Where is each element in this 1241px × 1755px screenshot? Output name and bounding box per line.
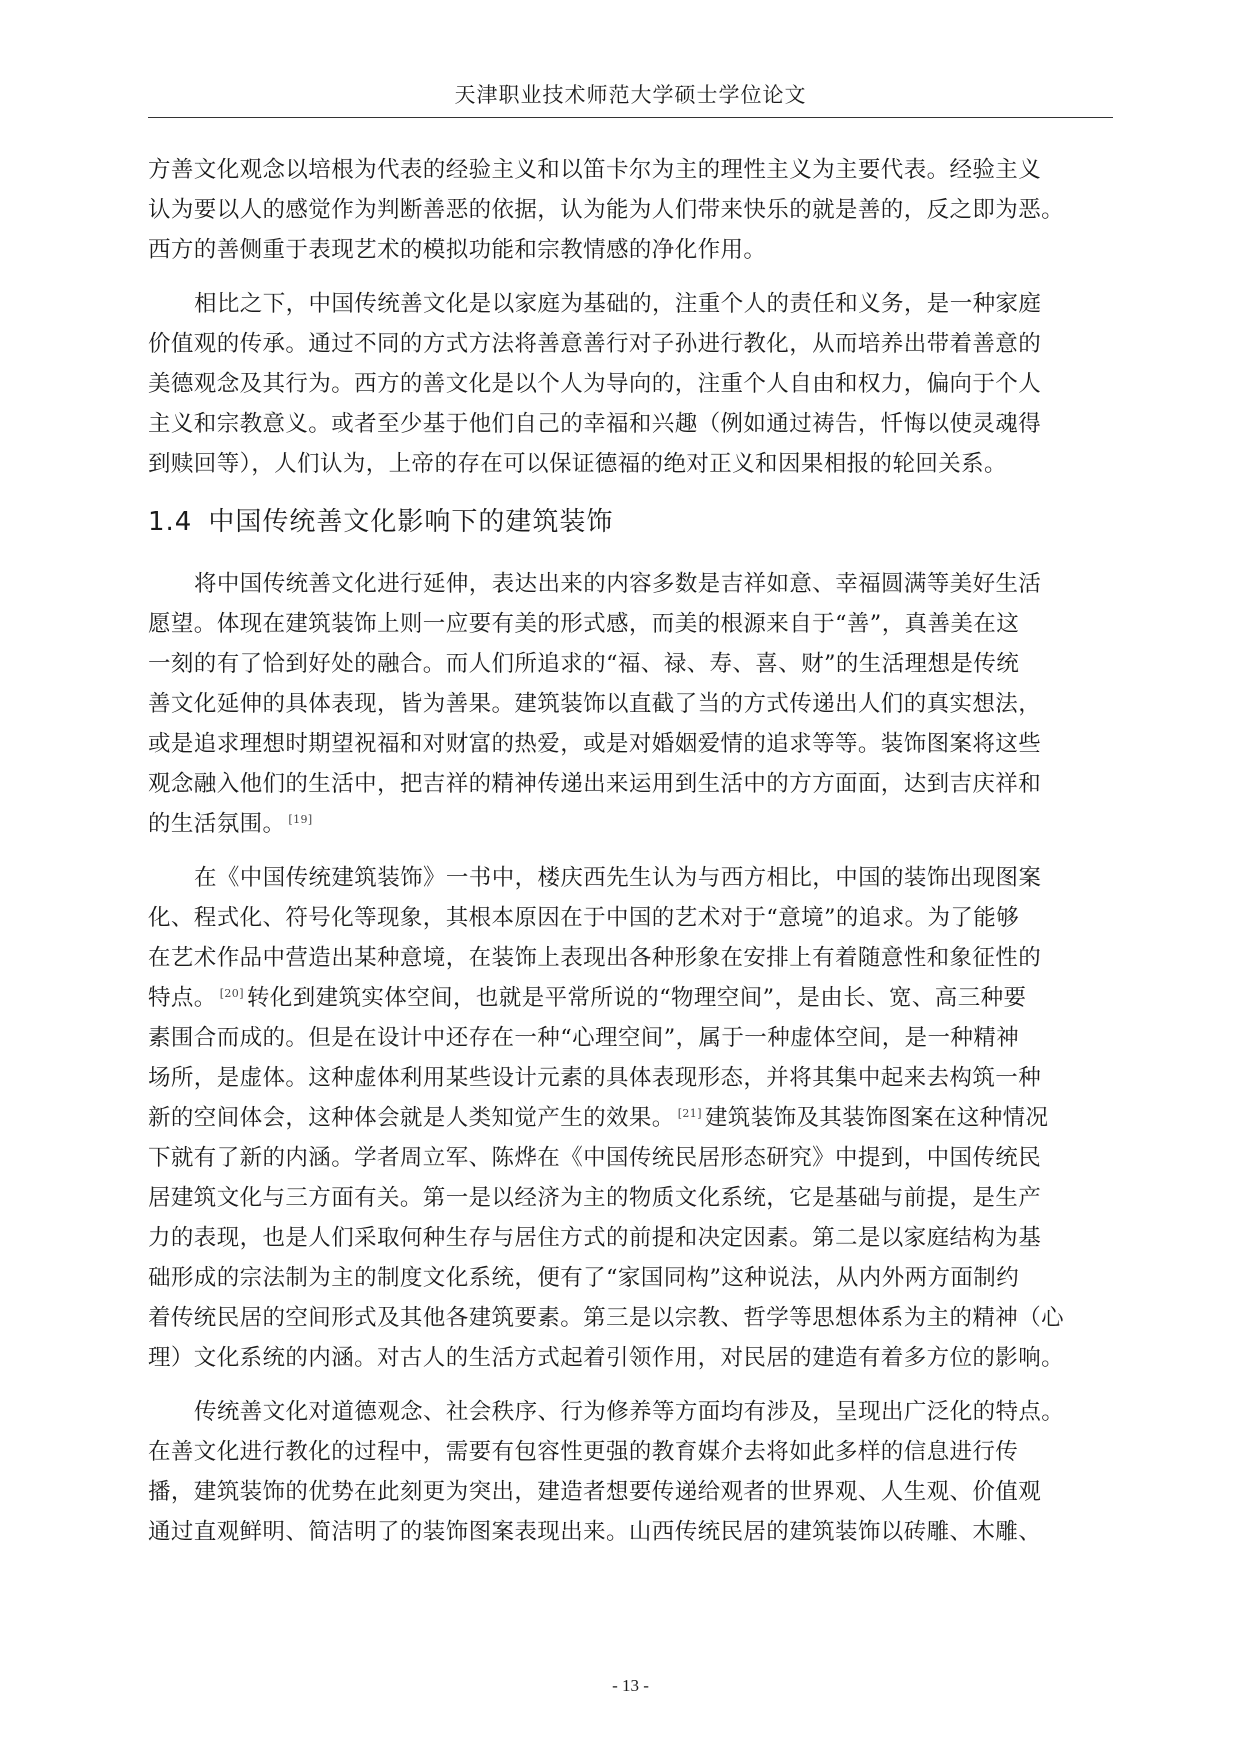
citation-ref: [19] xyxy=(288,812,313,826)
text-line: 方善文化观念以培根为代表的经验主义和以笛卡尔为主的理性主义为主要代表。经验主义 xyxy=(148,157,1042,183)
text-line: 力的表现，也是人们采取何种生存与居住方式的前提和决定因素。第二是以家庭结构为基 xyxy=(148,1225,1042,1251)
text-line: 在善文化进行教化的过程中，需要有包容性更强的教育媒介去将如此多样的信息进行传 xyxy=(148,1439,1019,1465)
text-line: 善文化延伸的具体表现，皆为善果。建筑装饰以直截了当的方式传递出人们的真实想法， xyxy=(148,691,1042,717)
paragraph-3 xyxy=(148,564,1113,844)
text-line: 美德观念及其行为。西方的善文化是以个人为导向的，注重个人自由和权力，偏向于个人 xyxy=(148,371,1042,397)
paragraph-1 xyxy=(148,150,1113,270)
section-title: 中国传统善文化影响下的建筑装饰 xyxy=(208,507,614,537)
page-number: - 13 - xyxy=(612,1676,649,1695)
text-line: 着传统民居的空间形式及其他各建筑要素。第三是以宗教、哲学等思想体系为主的精神（心 xyxy=(148,1305,1065,1331)
line-text: 转化到建筑实体空间，也就是平常所说的“物理空间”，是由长、宽、高三种要 xyxy=(246,985,1027,1011)
text-line: 价值观的传承。通过不同的方式方法将善意善行对子孙进行教化，从而培养出带着善意的 xyxy=(148,331,1042,357)
paragraph-5 xyxy=(148,1392,1113,1552)
line-text: 的生活氛围。 xyxy=(148,811,286,837)
text-line: 到赎回等），人们认为，上帝的存在可以保证德福的绝对正义和因果相报的轮回关系。 xyxy=(148,451,1007,477)
text-line: 一刻的有了恰到好处的融合。而人们所追求的“福、禄、寿、喜、财”的生活理想是传统 xyxy=(148,651,1020,677)
line-text: 建筑装饰及其装饰图案在这种情况 xyxy=(704,1105,1049,1131)
text-line: 相比之下，中国传统善文化是以家庭为基础的，注重个人的责任和义务，是一种家庭 xyxy=(194,291,1042,317)
text-line: 下就有了新的内涵。学者周立军、陈烨在《中国传统民居形态研究》中提到，中国传统民 xyxy=(148,1145,1042,1171)
paragraph-4 xyxy=(148,858,1113,1378)
text-line: 础形成的宗法制为主的制度文化系统，便有了“家国同构”这种说法，从内外两方面制约 xyxy=(148,1265,1020,1291)
section-heading xyxy=(148,502,1113,542)
citation-ref: [20] xyxy=(219,986,244,1000)
text-line: 认为要以人的感觉作为判断善恶的依据，认为能为人们带来快乐的就是善的，反之即为恶。 xyxy=(148,197,1065,223)
section-number: 1.4 xyxy=(148,507,193,537)
text-line: 传统善文化对道德观念、社会秩序、行为修养等方面均有涉及，呈现出广泛化的特点。 xyxy=(194,1399,1065,1425)
text-line: 播，建筑装饰的优势在此刻更为突出，建造者想要传递给观者的世界观、人生观、价值观 xyxy=(148,1479,1042,1505)
text-line: 在艺术作品中营造出某种意境，在装饰上表现出各种形象在安排上有着随意性和象征性的 xyxy=(148,945,1042,971)
paragraph-2 xyxy=(148,284,1113,484)
line-text: 特点。 xyxy=(148,985,217,1011)
text-line xyxy=(148,1098,1113,1138)
text-line xyxy=(148,804,1113,844)
text-line: 或是追求理想时期望祝福和对财富的热爱，或是对婚姻爱情的追求等等。装饰图案将这些 xyxy=(148,731,1042,757)
text-line: 素围合而成的。但是在设计中还存在一种“心理空间”，属于一种虚体空间，是一种精神 xyxy=(148,1025,1020,1051)
text-line: 愿望。体现在建筑装饰上则一应要有美的形式感，而美的根源来自于“善”，真善美在这 xyxy=(148,611,1020,637)
text-line: 主义和宗教意义。或者至少基于他们自己的幸福和兴趣（例如通过祷告，忏悔以使灵魂得 xyxy=(148,411,1042,437)
text-line xyxy=(148,978,1113,1018)
running-header: 天津职业技术师范大学硕士学位论文 xyxy=(454,83,807,107)
line-text: 新的空间体会，这种体会就是人类知觉产生的效果。 xyxy=(148,1105,675,1131)
text-line: 场所，是虚体。这种虚体利用某些设计元素的具体表现形态，并将其集中起来去构筑一种 xyxy=(148,1065,1042,1091)
text-line: 居建筑文化与三方面有关。第一是以经济为主的物质文化系统，它是基础与前提，是生产 xyxy=(148,1185,1042,1211)
text-line: 西方的善侧重于表现艺术的模拟功能和宗教情感的净化作用。 xyxy=(148,237,767,263)
page-body xyxy=(148,150,1113,1552)
text-line: 观念融入他们的生活中，把吉祥的精神传递出来运用到生活中的方方面面，达到吉庆祥和 xyxy=(148,771,1042,797)
header-rule xyxy=(148,117,1113,118)
text-line: 将中国传统善文化进行延伸，表达出来的内容多数是吉祥如意、幸福圆满等美好生活 xyxy=(194,571,1042,597)
text-line: 化、程式化、符号化等现象，其根本原因在于中国的艺术对于“意境”的追求。为了能够 xyxy=(148,905,1020,931)
citation-ref: [21] xyxy=(677,1106,702,1120)
text-line: 在《中国传统建筑装饰》一书中，楼庆西先生认为与西方相比，中国的装饰出现图案 xyxy=(194,865,1042,891)
text-line: 理）文化系统的内涵。对古人的生活方式起着引领作用，对民居的建造有着多方位的影响。 xyxy=(148,1345,1065,1371)
text-line: 通过直观鲜明、简洁明了的装饰图案表现出来。山西传统民居的建筑装饰以砖雕、木雕、 xyxy=(148,1519,1042,1545)
